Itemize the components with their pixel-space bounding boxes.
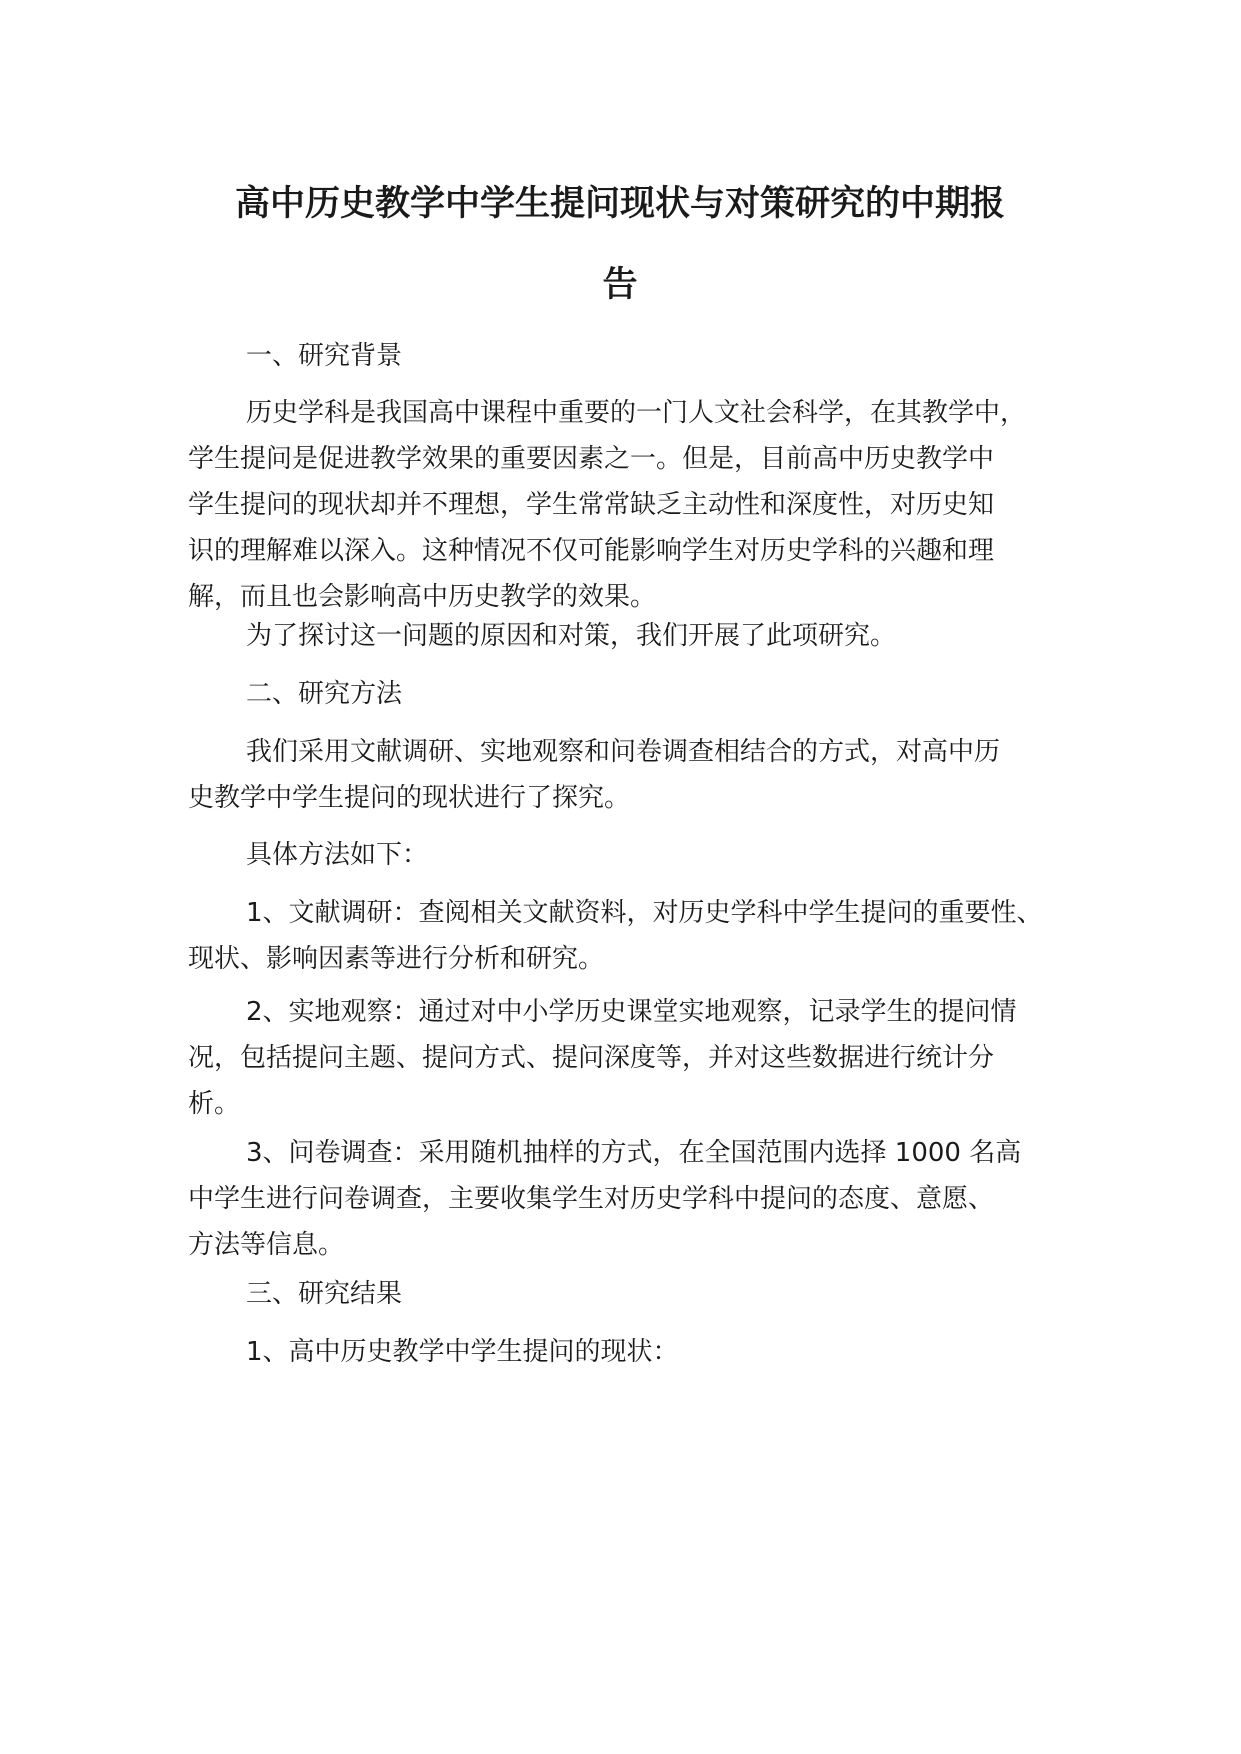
text-line: 一、研究背景 (246, 341, 403, 371)
text-line: 3、问卷调查：采用随机抽样的方式，在全国范围内选择 1000 名高 (246, 1138, 1022, 1168)
section-heading-results (188, 1271, 1088, 1317)
text-line: 学生提问是促进教学效果的重要因素之一。但是，目前高中历史教学中 (188, 444, 995, 474)
text-line: 1、文献调研：查阅相关文献资料，对历史学科中学生提问的重要性、 (246, 898, 1043, 928)
text-line: 方法等信息。 (188, 1230, 345, 1260)
text-line: 学生提问的现状却并不理想，学生常常缺乏主动性和深度性，对历史知 (188, 490, 995, 520)
text-line: 三、研究结果 (246, 1279, 403, 1309)
text-line: 为了探讨这一问题的原因和对策，我们开展了此项研究。 (246, 621, 897, 651)
document-title-line-2: 告 (602, 265, 638, 305)
paragraph-background (188, 390, 1088, 620)
section-heading-background (188, 333, 1088, 379)
text-line: 历史学科是我国高中课程中重要的一门人文社会科学，在其教学中， (246, 398, 1027, 428)
text-line: 况，包括提问主题、提问方式、提问深度等，并对这些数据进行统计分 (188, 1043, 995, 1073)
text-line: 现状、影响因素等进行分析和研究。 (188, 944, 605, 974)
subsection-heading-status (188, 1329, 1088, 1375)
section-heading-method (188, 671, 1088, 717)
paragraph-method-intro (188, 729, 1088, 821)
paragraph-method-list-intro (188, 832, 1088, 878)
text-line: 二、研究方法 (246, 679, 403, 709)
list-item-literature (188, 890, 1088, 982)
text-line: 析。 (188, 1089, 241, 1119)
paragraph-purpose (188, 613, 1088, 659)
text-line: 中学生进行问卷调查，主要收集学生对历史学科中提问的态度、意愿、 (188, 1184, 995, 1214)
document-title-line-1: 高中历史教学中学生提问现状与对策研究的中期报 (234, 184, 1005, 224)
list-item-survey (188, 1130, 1088, 1268)
text-line: 识的理解难以深入。这种情况不仅可能影响学生对历史学科的兴趣和理 (188, 536, 995, 566)
text-line: 史教学中学生提问的现状进行了探究。 (188, 783, 631, 813)
text-line: 2、实地观察：通过对中小学历史课堂实地观察，记录学生的提问情 (246, 997, 1017, 1027)
text-line: 解，而且也会影响高中历史教学的效果。 (188, 582, 657, 612)
text-line: 我们采用文献调研、实地观察和问卷调查相结合的方式，对高中历 (246, 737, 1001, 767)
text-line: 1、高中历史教学中学生提问的现状： (246, 1337, 679, 1367)
list-item-observation (188, 989, 1088, 1127)
text-line: 具体方法如下： (246, 840, 429, 870)
